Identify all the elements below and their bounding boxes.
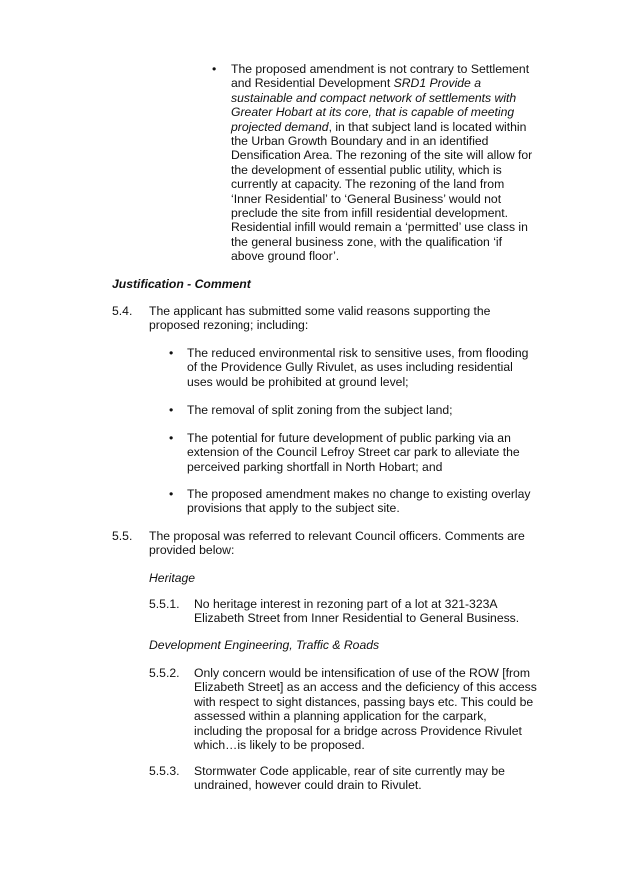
- bullet-overlay-provisions: [187, 487, 530, 516]
- text-line: [231, 105, 532, 119]
- italic-text: sustainable and compact network of settlements with: [231, 90, 517, 105]
- text-run: and Residential Development: [231, 76, 394, 91]
- text-line: which…is likely to be proposed.: [194, 738, 365, 753]
- paragraph-5-5-1-text: [194, 597, 519, 626]
- text-line: The reduced environmental risk to sensitive uses, from flooding: [187, 346, 529, 360]
- paragraph-number: 5.5.: [112, 529, 133, 543]
- text-line: uses would be prohibited at ground level;: [187, 374, 409, 389]
- paragraph-number: 5.5.3.: [149, 764, 180, 778]
- text-run: currently at capacity. The rezoning of the land from: [231, 177, 505, 192]
- text-line: [231, 120, 532, 134]
- bullet-split-zoning: [187, 403, 453, 417]
- paragraph-5-5-3-text: [194, 764, 505, 793]
- text-line: [231, 62, 532, 76]
- text-line: [231, 192, 532, 206]
- bullet-marker: •: [169, 346, 174, 360]
- text-line: extension of the Council Lefroy Street car park to alleviate the: [187, 445, 520, 460]
- text-line: [231, 206, 532, 220]
- text-line: [231, 91, 532, 105]
- subheading-engineering: Development Engineering, Traffic & Roads: [149, 638, 380, 652]
- srd1-bullet-text: [231, 62, 532, 264]
- text-line: Elizabeth Street] as an access and the deficiency of this access: [194, 680, 537, 695]
- text-run: preclude the site from infill residential development.: [231, 206, 509, 221]
- bullet-flood-risk: [187, 346, 528, 389]
- bullet-marker: •: [169, 487, 174, 501]
- paragraph-5-5-text: [149, 529, 525, 558]
- text-line: [231, 163, 532, 177]
- text-line: The proposed amendment makes no change to existing overlay: [187, 487, 531, 501]
- text-line: proposed rezoning; including:: [149, 318, 309, 333]
- text-line: The removal of split zoning from the subject land;: [187, 403, 453, 417]
- text-run: the development of essential public utility, which is: [231, 162, 502, 177]
- text-line: including the proposal for a bridge across Providence Rivulet: [194, 723, 522, 738]
- italic-text: projected demand: [231, 119, 329, 134]
- italic-text: Greater Hobart at its core, that is capable of meeting: [231, 105, 515, 120]
- text-line: perceived parking shortfall in North Hobart; and: [187, 459, 443, 474]
- bullet-marker: •: [169, 431, 174, 445]
- text-run: the Urban Growth Boundary and in an identified: [231, 134, 489, 149]
- italic-text: SRD1 Provide a: [393, 76, 481, 91]
- text-run: The proposed amendment is not contrary to Settlement: [231, 62, 530, 76]
- text-line: Stormwater Code applicable, rear of site currently may be: [194, 764, 505, 778]
- paragraph-5-4-text: [149, 304, 490, 333]
- text-line: The applicant has submitted some valid reasons supporting the: [149, 304, 491, 318]
- bullet-marker: •: [169, 403, 174, 417]
- text-run: Densification Area. The rezoning of the site will allow for: [231, 148, 533, 163]
- text-line: Elizabeth Street from Inner Residential to General Business.: [194, 611, 520, 626]
- text-line: No heritage interest in rezoning part of a lot at 321-323A: [194, 597, 498, 611]
- text-line: [231, 148, 532, 162]
- text-line: [231, 249, 532, 263]
- paragraph-number: 5.4.: [112, 304, 133, 318]
- text-line: [231, 235, 532, 249]
- text-line: [231, 76, 532, 90]
- text-line: with respect to sight distances, passing bays etc. This could be: [194, 694, 534, 709]
- text-line: Only concern would be intensification of use of the ROW [from: [194, 666, 530, 680]
- text-run: the general business zone, with the qualification ‘if: [231, 234, 502, 249]
- subheading-heritage: Heritage: [149, 571, 196, 585]
- text-line: [231, 134, 532, 148]
- text-line: assessed within a planning application for the carpark,: [194, 709, 487, 724]
- text-line: provided below:: [149, 543, 235, 558]
- text-line: undrained, however could drain to Rivulet.: [194, 778, 422, 793]
- paragraph-number: 5.5.2.: [149, 666, 180, 680]
- text-run: above ground floor’.: [231, 249, 340, 264]
- section-heading: Justification - Comment: [112, 277, 251, 291]
- text-run: ‘Inner Residential’ to ‘General Business’ would not: [231, 191, 502, 206]
- paragraph-5-5-2-text: [194, 666, 537, 752]
- text-line: [231, 177, 532, 191]
- text-line: of the Providence Gully Rivulet, as uses including residential: [187, 360, 513, 375]
- paragraph-number: 5.5.1.: [149, 597, 180, 611]
- bullet-marker: •: [212, 62, 217, 76]
- text-line: provisions that apply to the subject site.: [187, 501, 400, 516]
- text-run: Residential infill would remain a ‘permitted’ use class in: [231, 220, 528, 235]
- bullet-public-parking: [187, 431, 520, 474]
- text-line: The potential for future development of public parking via an: [187, 431, 511, 445]
- text-line: The proposal was referred to relevant Council officers. Comments are: [149, 529, 525, 543]
- text-line: [231, 220, 532, 234]
- text-run: , in that subject land is located within: [328, 119, 527, 134]
